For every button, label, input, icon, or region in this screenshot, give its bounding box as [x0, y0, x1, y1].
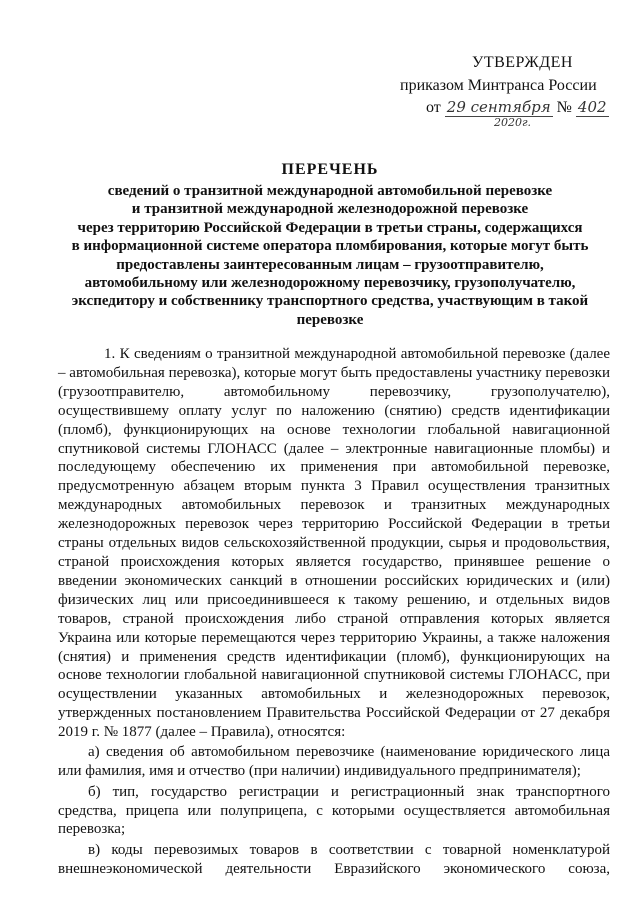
- subtitle-line: предоставлены заинтересованным лицам – грузоотправителю,: [116, 256, 544, 273]
- handwritten-number: 402: [577, 98, 607, 116]
- paragraph-a: а) сведения об автомобильном перевозчике (наименование юридического лица или фамилия, имя и отчество (при наличии) индивидуального предпринимателя);: [58, 744, 610, 780]
- subtitle-line: автомобильному или железнодорожному перевозчику, грузополучателю,: [84, 275, 576, 292]
- handwritten-date: 29 сентября: [446, 98, 551, 116]
- document-title: ПЕРЕЧЕНЬ: [281, 161, 379, 178]
- document-heading: [40, 160, 620, 329]
- subtitle-line: в информационной системе оператора пломбирования, которые могут быть: [71, 238, 589, 255]
- handwritten-year: 2020г.: [494, 116, 532, 129]
- subtitle-line: сведений о транзитной международной автомобильной перевозке: [107, 183, 553, 199]
- document-subtitle: [40, 182, 620, 329]
- subtitle-line: экспедитору и собственнику транспортного средства, участвующим в такой: [71, 293, 589, 310]
- order-reference: приказом Минтранса России: [400, 77, 597, 94]
- date-prefix: от: [426, 99, 441, 116]
- subtitle-line: через территорию Российской Федерации в третьи страны, содержащихся: [77, 219, 583, 236]
- document-body: [58, 345, 610, 880]
- subtitle-line: перевозке: [296, 311, 364, 328]
- approved-label: УТВЕРЖДЕН: [472, 54, 573, 71]
- subtitle-line: и транзитной международной железнодорожной перевозке: [131, 201, 529, 218]
- number-label: №: [556, 99, 572, 116]
- paragraph-1: 1. К сведениям о транзитной международной автомобильной перевозке (далее – автомобильная перевозка), которые могут быть предоставлены участнику перевозки (грузоотправителю, автомобильному перевозчику, грузополучателю), осуществившему оплату услуг по наложению (снятию) средств идентификации (пломб), функционирующих на основе технологии глобальной навигационной спутниковой системы ГЛОНАСС (далее – электронные навигационные пломбы) и последующему обеспечению их применения при автомобильной перевозке, предусмотренную абзацем вторым пункта 3 Правил осуществления транзитных международных автомобильных перевозок и транзитных международных железнодорожных перевозок через территорию Российской Федерации в третьи страны отдельных видов сельскохозяйственной продукции, сырья и продовольствия, страной происхождения которых является государство, принявшее решение о введении экономических санкций в отношении российских юридических и (или) физических лиц или присоединившееся к такому решению, и отдельных видов товаров, страной происхождения либо страной отправления которых является Украина или которые перемещаются через территорию Украины, а также наложения (снятия) и применения средств идентификации (пломб), функционирующих на основе технологии глобальной навигационной спутниковой системы ГЛОНАСС, при осуществлении указанных автомобильных и железнодорожных перевозок, утвержденных постановлением Правительства Российской Федерации от 27 декабря 2019 г. № 1877 (далее – Правила), относятся:: [58, 346, 610, 741]
- paragraph-v: в) коды перевозимых товаров в соответствии с товарной номенклатурой внешнеэкономической деятельности Евразийского экономического союза,: [58, 841, 610, 877]
- paragraph-b: б) тип, государство регистрации и регистрационный знак транспортного средства, прицепа или полуприцепа, с которыми осуществляется автомобильная перевозка;: [58, 783, 610, 838]
